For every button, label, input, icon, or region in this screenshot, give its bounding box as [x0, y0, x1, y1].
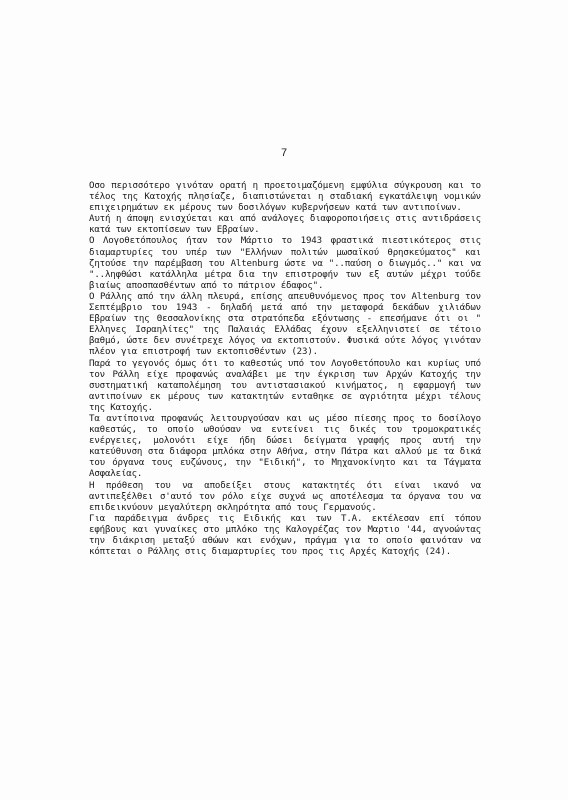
- paragraph: Για παράδειγμα άνδρες τις Ειδικής και των Τ.Α. εκτέλεσαν επί τόπου εφήβους και γυναίκες στο μπλόκο της Καλογρέζας τον Μαρτιο '44, αγνοώντας την διάκριση μεταξύ αθώων και ενόχων, πράγμα για το οποίο φαινόταν να κόπτεται ο Ράλλης στις διαμαρτυρίες του προς τις Αρχές Κατοχής (24).: [89, 513, 481, 558]
- body-text: [89, 181, 481, 558]
- paragraph: Οσο περισσότερο γινόταν ορατή η προετοιμαζόμενη εμφύλια σύγκρουση και το τέλος της Κατοχής πλησίαζε, διαπιστώνεται η σταδιακή εγκατάλειψη νομικών επιχειρημάτων εκ μέρους των δοσιλόγων κυβερνήσεων κατά των αντιποίνων.: [89, 181, 481, 214]
- paragraph: Ο Ράλλης από την άλλη πλευρά, επίσης απευθυνόμενος προς τον Altenburg τον Σεπτέμβριο του 1943 - δηλαδή μετά από την μεταφορά δεκάδων χιλιάδων Εβραίων της Θεσσαλονίκης στα στρατόπεδα εξόντωσης - επεσήμανε ότι οι " Ελληνες Ισραηλίτες" της Παλαιάς Ελλάδας έχουν εξελληνιστεί σε τέτοιο βαθμό, ώστε δεν συνέτρεχε λόγος να εκτοπιστούν. Φυσικά ούτε λόγος γινόταν πλέον για επιστροφή των εκτοπισθέντων (23).: [89, 291, 481, 358]
- paragraph: Ο Λογοθετόπουλος ήταν τον Μάρτιο το 1943 φραστικά πιεστικότερος στις διαμαρτυρίες του υπέρ των "Ελλήνων πολιτών μωσαϊκού θρησκεύματος" και ζητούσε την παρέμβαση του Altenburg ώστε να "..παύση ο διωγμός.." και να "..ληφθώσι κατάλληλα μέτρα δια την επιστροφήν των εξ αυτών μέχρι τούδε βιαίως αποσπασθέντων από το πάτριον έδαφος".: [89, 236, 481, 291]
- paragraph: Αυτή η άποψη ενισχύεται και από ανάλογες διαφοροποιήσεις στις αντιδράσεις κατά των εκτοπίσεων των Εβραίων.: [89, 214, 481, 236]
- page-number: 7: [280, 148, 288, 160]
- paragraph: Η πρόθεση του να αποδείξει στους κατακτητές ότι είναι ικανό να αντιπεξέλθει σ'αυτό τον ρόλο είχε συχνά ως αποτέλεσμα τα όργανα του να επιδεικνύουν μεγαλύτερη σκληρότητα από τους Γερμανούς.: [89, 480, 481, 513]
- paragraph: Παρά το γεγονός όμως ότι το καθεστώς υπό τον Λογοθετόπουλο και κυρίως υπό τον Ράλλη είχε προφανώς αναλάβει με την έγκριση των Αρχών Κατοχής την συστηματική καταπολέμηση του αντιστασιακού κινήματος, η εφαρμογή των αντιποίνων εκ μέρους των κατακτητών ενταθηκε σε αγριότητα μέχρι τέλους της Κατοχής.: [89, 358, 481, 413]
- paragraph: Τα αντίποινα προφανώς λειτουργούσαν και ως μέσο πίεσης προς το δοσίλογο καθεστώς, το οποίο ωθούσαν να εντείνει τις δικές του τρομοκρατικές ενέργειες, μολονότι είχε ήδη δώσει δείγματα γραφής προς αυτή την κατεύθυνση στα διάφορα μπλόκα στην Αθήνα, στην Πάτρα και αλλού με τα δικά του όργανα τους ευζώνους, την "Ειδική", το Μηχανοκίνητο και τα Τάγματα Ασφαλείας.: [89, 413, 481, 480]
